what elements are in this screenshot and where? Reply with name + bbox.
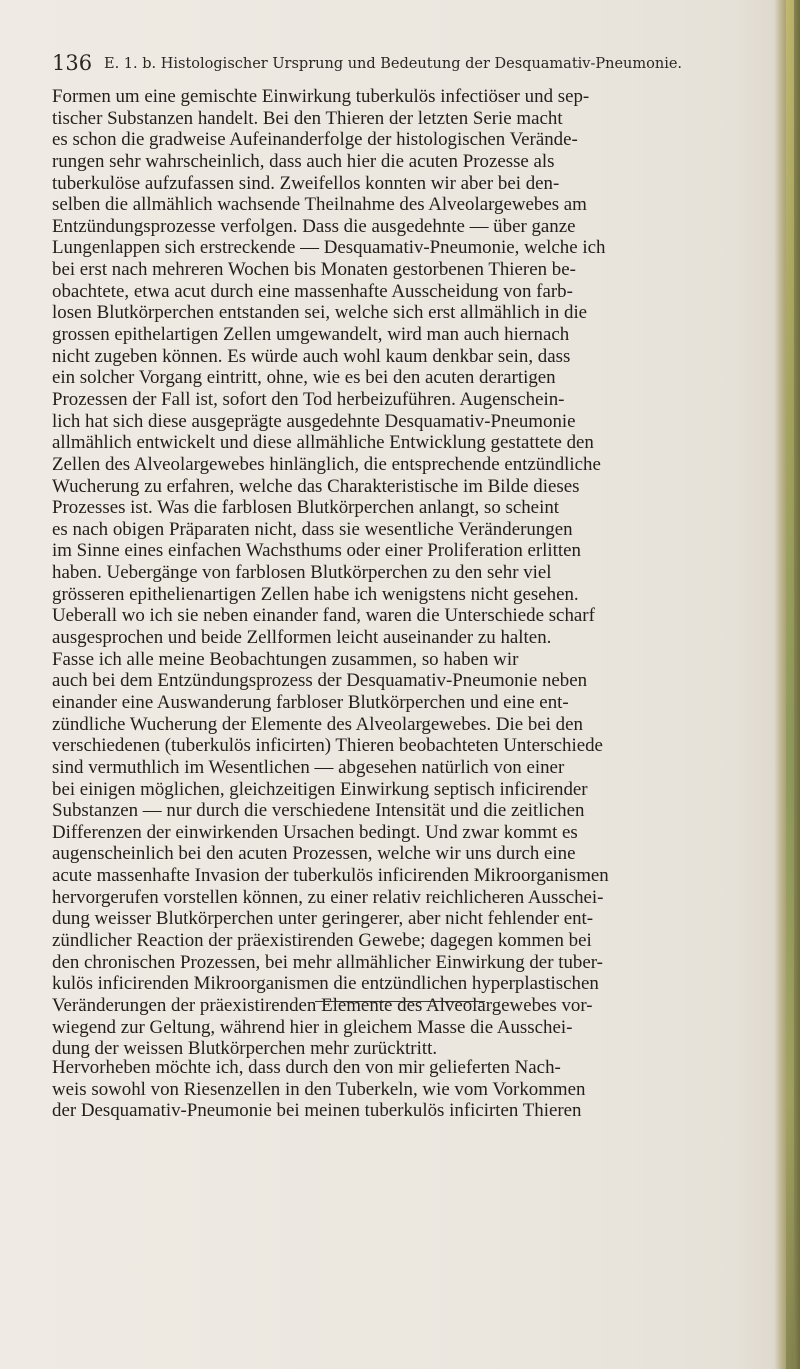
text-line: rungen sehr wahrscheinlich, dass auch hier die acuten Prozesse als: [52, 150, 555, 172]
running-head: E. 1. b. Histologischer Ursprung und Bedeutung der Desquamativ-Pneumonie.: [104, 56, 683, 72]
text-line: Wucherung zu erfahren, welche das Charakteristische im Bilde dieses: [52, 475, 580, 497]
text-line: grösseren epithelienartigen Zellen habe ich wenigstens nicht gesehen.: [52, 583, 579, 605]
text-line: nicht zugeben können. Es würde auch wohl kaum denkbar sein, dass: [52, 345, 571, 367]
text-line: weis sowohl von Riesenzellen in den Tuberkeln, wie vom Vorkommen: [52, 1078, 586, 1100]
text-line: Formen um eine gemischte Einwirkung tuberkulös infectiöser und sep-: [52, 86, 590, 107]
text-line: es schon die gradweise Aufeinanderfolge der histologischen Verände-: [52, 129, 578, 151]
text-line: Ueberall wo ich sie neben einander fand, waren die Unterschiede scharf: [52, 605, 595, 627]
text-line: es nach obigen Präparaten nicht, dass sie wesentliche Veränderungen: [52, 518, 573, 540]
text-line: im Sinne eines einfachen Wachsthums oder einer Proliferation erlitten: [52, 540, 582, 562]
page-number: 136: [52, 51, 93, 75]
text-line: bei einigen möglichen, gleichzeitigen Einwirkung septisch inficirender: [52, 778, 588, 800]
text-line: zündliche Wucherung der Elemente des Alveolargewebes. Die bei den: [52, 713, 583, 735]
text-line: Zellen des Alveolargewebes hinlänglich, die entsprechende entzündliche: [52, 453, 601, 475]
text-line: tischer Substanzen handelt. Bei den Thieren der letzten Serie macht: [52, 107, 563, 129]
text-line: grossen epithelartigen Zellen umgewandelt, wird man auch hiernach: [52, 324, 570, 346]
text-line: tuberkulöse aufzufassen sind. Zweifellos konnten wir aber bei den-: [52, 172, 560, 194]
text-line: Hervorheben möchte ich, dass durch den von mir gelieferten Nach-: [52, 1057, 561, 1078]
text-line: ausgesprochen und beide Zellformen leicht auseinander zu halten.: [52, 627, 552, 649]
text-line: augenscheinlich bei den acuten Prozessen, welche wir uns durch eine: [52, 843, 576, 865]
text-line: dung weisser Blutkörperchen unter geringerer, aber nicht fehlender ent-: [52, 908, 594, 930]
text-line: bei erst nach mehreren Wochen bis Monaten gestorbenen Thieren be-: [52, 259, 576, 281]
text-line: haben. Uebergänge von farblosen Blutkörperchen zu den sehr viel: [52, 562, 552, 584]
section-divider: [315, 1001, 485, 1002]
text-line: Entzündungsprozesse verfolgen. Dass die ausgedehnte — über ganze: [52, 215, 576, 237]
text-line: obachtete, etwa acut durch eine massenhafte Ausscheidung von farb-: [52, 280, 573, 302]
text-line: acute massenhafte Invasion der tuberkulös inficirenden Mikroorganismen: [52, 865, 609, 887]
text-line: kulös inficirenden Mikroorganismen die entzündlichen hyperplastischen: [52, 973, 599, 995]
text-line: den chronischen Prozessen, bei mehr allmählicher Einwirkung der tuber-: [52, 951, 603, 973]
text-line: auch bei dem Entzündungsprozess der Desquamativ-Pneumonie neben: [52, 670, 588, 692]
text-line: Fasse ich alle meine Beobachtungen zusammen, so haben wir: [52, 648, 519, 670]
text-line: lich hat sich diese ausgeprägte ausgedehnte Desquamativ-Pneumonie: [52, 410, 576, 432]
text-line: Prozesses ist. Was die farblosen Blutkörperchen anlangt, so scheint: [52, 497, 560, 519]
text-line: sind vermuthlich im Wesentlichen — abgesehen natürlich von einer: [52, 756, 565, 778]
text-line: Lungenlappen sich erstreckende — Desquamativ-Pneumonie, welche ich: [52, 237, 606, 259]
text-line: hervorgerufen vorstellen können, zu einer relativ reichlicheren Ausschei-: [52, 886, 604, 908]
text-line: Prozessen der Fall ist, sofort den Tod herbeizuführen. Augenschein-: [52, 388, 565, 410]
text-line: dung der weissen Blutkörperchen mehr zurücktritt.: [52, 1038, 438, 1060]
text-line: selben die allmählich wachsende Theilnahme des Alveolargewebes am: [52, 194, 587, 216]
page-header: [52, 48, 772, 80]
text-line: losen Blutkörperchen entstanden sei, welche sich erst allmählich in die: [52, 302, 588, 324]
text-line: der Desquamativ-Pneumonie bei meinen tuberkulös inficirten Thieren: [52, 1100, 582, 1122]
text-line: zündlicher Reaction der präexistirenden Gewebe; dagegen kommen bei: [52, 929, 592, 951]
text-line: wiegend zur Geltung, während hier in gleichem Masse die Ausschei-: [52, 1016, 573, 1038]
text-line: Veränderungen der präexistirenden Elemente des Alveolargewebes vor-: [52, 994, 593, 1016]
text-line: verschiedenen (tuberkulös inficirten) Thieren beobachteten Unterschiede: [52, 735, 603, 757]
page-edge-highlight: [786, 0, 794, 1369]
text-line: Differenzen der einwirkenden Ursachen bedingt. Und zwar kommt es: [52, 821, 578, 843]
closing-paragraph: [52, 1057, 767, 1122]
body-text: [52, 86, 767, 1060]
text-line: ein solcher Vorgang eintritt, ohne, wie es bei den acuten derartigen: [52, 367, 556, 389]
text-line: Substanzen — nur durch die verschiedene Intensität und die zeitlichen: [52, 800, 585, 822]
text-line: allmählich entwickelt und diese allmähliche Entwicklung gestattete den: [52, 432, 594, 454]
text-line: einander eine Auswanderung farbloser Blutkörperchen und eine ent-: [52, 691, 569, 713]
